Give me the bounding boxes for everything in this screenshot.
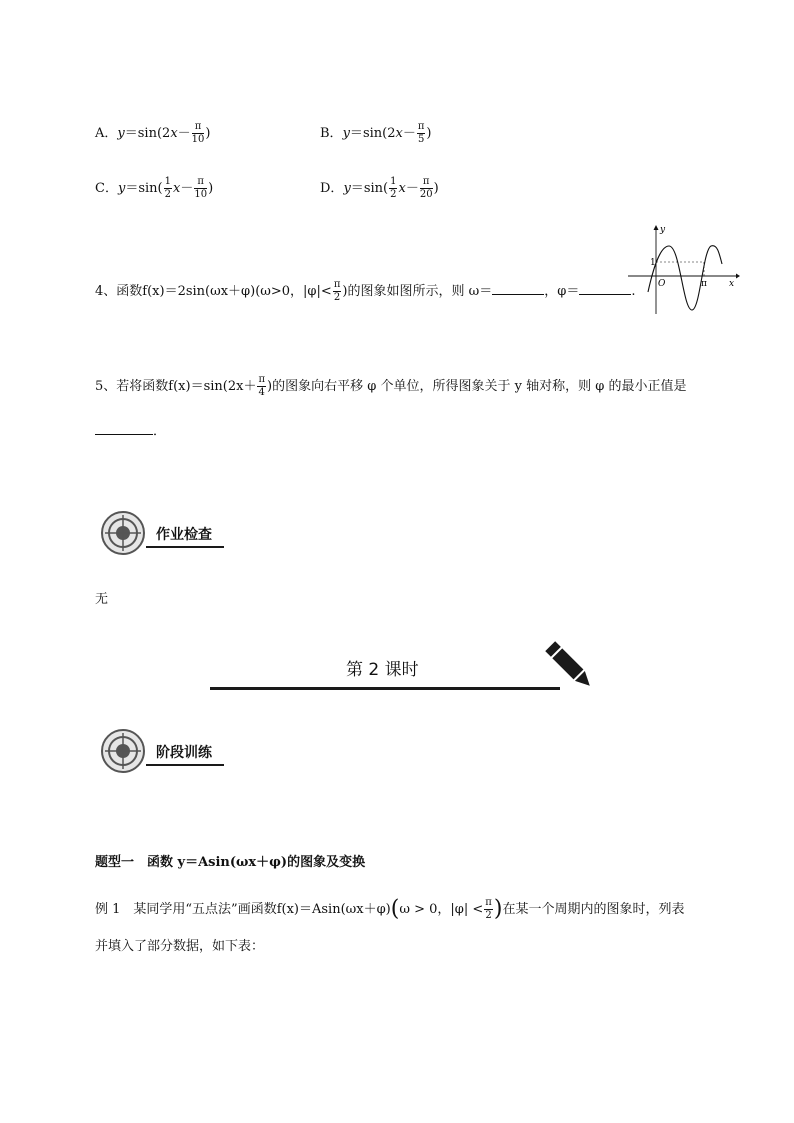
example-prefix: 例 1 某同学用“五点法”画函数 (95, 902, 277, 917)
frac-den: 20 (419, 189, 433, 200)
lesson-rule (210, 687, 560, 690)
pencil-icon (545, 640, 595, 692)
topic-heading: 题型一 函数 y＝Asin(ωx＋φ)的图象及变换 (95, 855, 366, 870)
q4-omega: ω＝ (468, 284, 493, 299)
frac-den: 2 (390, 189, 397, 200)
graph-one-label: 1 (650, 258, 656, 268)
sine-curve (648, 246, 722, 310)
option-a-pre: sin(2 (137, 126, 171, 141)
y-axis-arrow (654, 225, 659, 230)
section-underline (146, 764, 224, 766)
option-c-frac (194, 177, 207, 200)
q5-prefix: 5、若将函数 (95, 379, 169, 394)
example-suffix: 在某一个周期内的图象时，列表 (502, 902, 685, 917)
question-5 (95, 375, 686, 398)
q5-suffix: )的图象向右平移 φ 个单位，所得图象关于 y 轴对称，则 φ 的最小正值是 (267, 379, 687, 394)
option-b-label: B． (320, 126, 343, 141)
target-icon (100, 510, 146, 556)
option-b-frac (417, 122, 426, 145)
sine-graph (626, 222, 740, 318)
option-d-pre: sin( (363, 181, 389, 196)
frac-num: π (192, 122, 205, 134)
frac-den: 10 (191, 134, 205, 145)
lesson-title: 第 2 课时 (346, 660, 419, 680)
frac-den: 5 (417, 134, 425, 145)
option-a-post: ) (205, 126, 211, 141)
option-d-frac (420, 177, 433, 200)
example-func: f(x)＝Asin(ωx＋φ) (276, 902, 391, 917)
option-c-label: C． (95, 181, 118, 196)
option-d-coef (389, 177, 397, 200)
frac-den: 4 (258, 387, 265, 398)
example-1-line-1 (95, 898, 684, 921)
option-b-post: ) (426, 126, 432, 141)
section-homework-heading (100, 510, 225, 556)
option-c-post: ) (208, 181, 214, 196)
option-c-coef (164, 177, 172, 200)
example-1-line-2: 并填入了部分数据，如下表： (95, 939, 265, 954)
q4-phi-blank[interactable] (579, 293, 631, 295)
graph-y-label: y (660, 225, 666, 235)
homework-content: 无 (95, 592, 109, 607)
frac-den: 10 (194, 189, 208, 200)
section-training-heading (100, 728, 225, 774)
q4-phi: ，φ＝ (544, 284, 580, 299)
q4-omega-blank[interactable] (492, 293, 544, 295)
q5-frac (257, 375, 266, 398)
question-4 (95, 280, 635, 303)
q4-frac (333, 280, 342, 303)
frac-num: π (420, 177, 433, 189)
target-icon (100, 728, 146, 774)
option-d-label: D． (320, 181, 344, 196)
graph-x-label: x (729, 279, 735, 289)
left-paren: ( (390, 896, 400, 922)
option-a-label: A． (95, 126, 118, 141)
section-training-title: 阶段训练 (156, 745, 212, 761)
q4-func: f(x)＝2sin(ωx＋φ)(ω>0，|φ|< (142, 284, 332, 299)
example-condition: ω > 0，|φ| < (399, 902, 484, 917)
q4-suffix: )的图象如图所示，则 (342, 284, 465, 299)
frac-den: 2 (485, 910, 492, 921)
frac-den: 2 (333, 292, 341, 303)
section-homework-title: 作业检查 (156, 527, 212, 543)
frac-den: 2 (164, 189, 171, 200)
frac-num: π (485, 897, 492, 908)
example-frac (484, 898, 493, 921)
section-underline (146, 546, 224, 548)
option-a-frac (192, 122, 205, 145)
frac-num: π (333, 279, 341, 290)
frac-num: π (258, 374, 266, 385)
frac-num: π (194, 177, 207, 189)
option-a: A．y＝sin(2x－ $\frac{\pi}{10}$ ) (95, 121, 211, 145)
right-paren: ) (493, 896, 503, 922)
frac-num: 1 (390, 176, 397, 187)
option-b: B．y＝sin(2x－ $\frac{\pi}{5}$ ) (320, 121, 432, 145)
frac-num: 1 (164, 176, 171, 187)
graph-pi-label: π (701, 279, 707, 289)
q5-blank[interactable] (95, 433, 153, 435)
question-5-line-2 (95, 420, 166, 439)
q5-end: ． (153, 424, 167, 439)
option-b-pre: sin(2 (362, 126, 396, 141)
graph-origin-label: O (658, 279, 666, 289)
q4-prefix: 4、函数 (95, 284, 143, 299)
q5-func: f(x)＝sin(2x＋ (168, 379, 257, 394)
frac-num: π (417, 121, 425, 132)
option-c-pre: sin( (138, 181, 163, 196)
x-axis-arrow (736, 274, 740, 279)
q4-end: . (631, 284, 636, 299)
option-d: D．y＝sin( $\frac{1}{2}$ x－ $\frac{\pi}{20}$ ) (320, 176, 439, 200)
option-c: C．y＝sin( $\frac{1}{2}$ x－ $\frac{\pi}{10}$ ) (95, 176, 214, 200)
option-d-post: ) (433, 181, 439, 196)
